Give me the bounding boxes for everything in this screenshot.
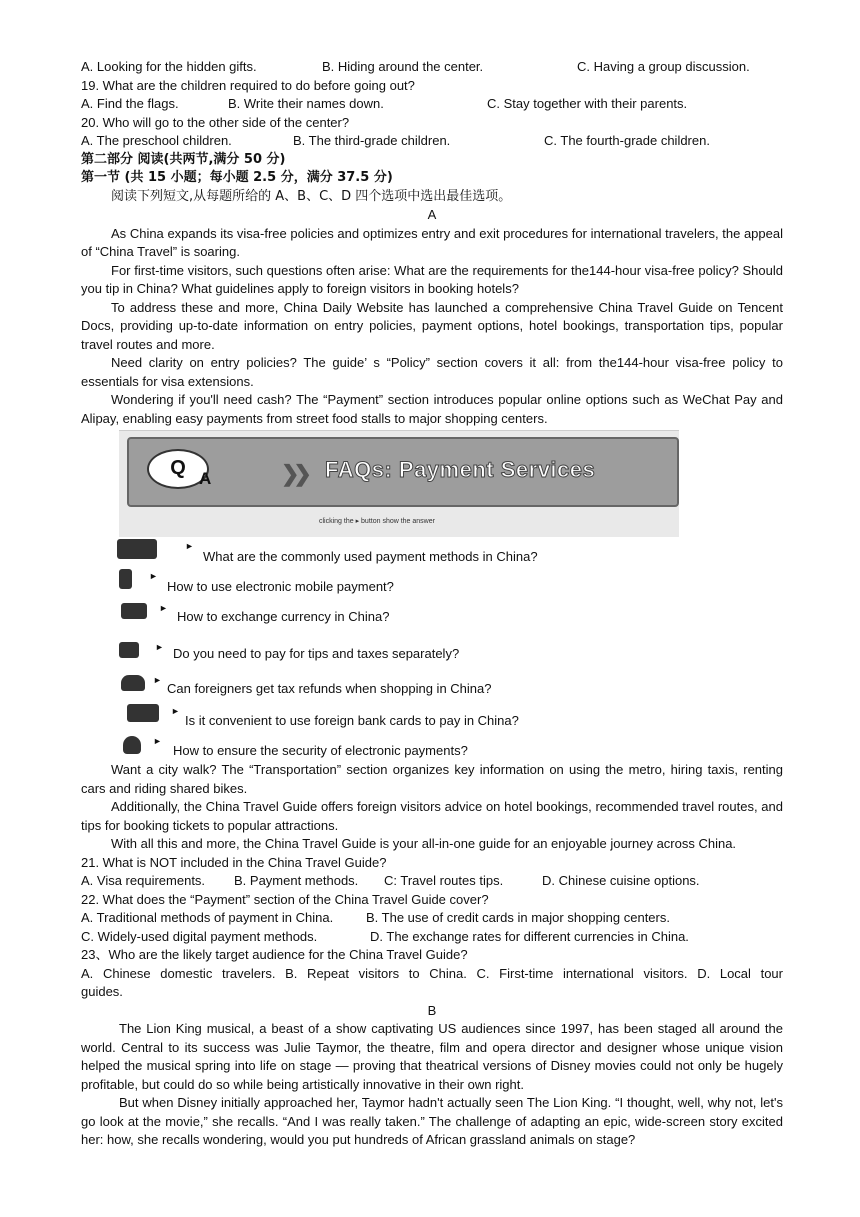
passage-a-body [81,225,783,429]
currency-exchange-icon [121,603,147,619]
q21-options [81,872,783,891]
passage-a-paragraph: Want a city walk? The “Transportation” section organizes key information on using the metro, hiring taxis, renting cars and riding shared bikes. [81,762,783,796]
faq-banner-title: FAQs: Payment Services [325,457,596,482]
faq-question: What are the commonly used payment methods in China? [203,549,538,564]
q20-option-a: A. The preschool children. [81,133,232,148]
faq-item [81,537,783,567]
double-chevron-icon: ❯❯ [281,461,306,486]
q22-options-cd [81,928,783,947]
passage-a-body-continued [81,761,783,854]
q21-stem: 21. What is NOT included in the China Travel Guide? [81,854,387,870]
q22-option-a: A. Traditional methods of payment in China. [81,910,334,925]
cash-icon [117,539,157,559]
q-bubble-icon: Q [147,449,209,489]
q21-option-c: C: Travel routes tips. [384,873,504,888]
passage-a-paragraph: Wondering if you'll need cash? The “Payment” section introduces popular online options such as WeChat Pay and Alipay, enabling easy payments from street food stalls to major shopping centers. [81,392,783,426]
q20-options [81,132,783,151]
faq-item [81,599,783,634]
q19-option-a: A. Find the flags. [81,96,179,111]
q18-option-c: C. Having a group discussion. [577,59,750,74]
passage-a-label: A [427,207,437,222]
q20-option-c: C. The fourth-grade children. [544,133,710,148]
q18-option-b: B. Hiding around the center. [322,59,484,74]
passage-b-label: B [427,1002,437,1018]
faq-banner-image [119,430,679,537]
faq-question: How to use electronic mobile payment? [167,579,394,594]
passage-b-paragraph: The Lion King musical, a beast of a show captivating US audiences since 1997, has been staged all around the world. Central to its success was Julie Taymor, the theatre, film and opera director and designer whose unique vision helped the musical spring into life on stage — proving that theatrical versions of Disney movies could not only be hugely profitable, but could do so while being artistically innovative in their own right. [81,1021,783,1092]
q22-option-d: D. The exchange rates for different currencies in China. [370,928,689,944]
q20-option-b: B. The third-grade children. [293,133,451,148]
faq-item [81,567,783,599]
play-arrow-icon: ► [153,675,162,685]
q21-option-a: A. Visa requirements. [81,873,206,888]
q19-stem: 19. What are the children required to do before going out? [81,77,415,93]
passage-b-body [81,1020,783,1150]
q19-option-b: B. Write their names down. [228,96,384,111]
q20-stem: 20. Who will go to the other side of the center? [81,114,350,130]
q23-options-line: A. Chinese domestic travelers. B. Repeat visitors to China. C. First-time international visitors. D. Local tour [81,965,783,981]
faq-item [81,669,783,702]
faq-question: How to ensure the security of electronic payments? [173,743,468,758]
faq-question: Can foreigners get tax refunds when shopping in China? [167,681,492,696]
passage-a-paragraph: For first-time visitors, such questions often arise: What are the requirements for the144-hour visa-free policy? Should you tip in China? What guidelines apply to foreign visitors in booking hotels? [81,262,783,296]
q21-option-d: D. Chinese cuisine options. [542,873,700,888]
q22-option-b: B. The use of credit cards in major shopping centers. [366,910,670,925]
exam-page [81,58,783,1150]
play-arrow-icon: ► [171,706,180,716]
q22-option-c: C. Widely-used digital payment methods. [81,928,318,944]
reading-instruction: 阅读下列短文,从每题所给的 A、B、C、D 四个选项中选出最佳选项。 [111,188,512,204]
faq-banner-hint: clicking the ▸ button show the answer [319,518,435,525]
passage-a-paragraph: As China expands its visa-free policies and optimizes entry and exit procedures for international travelers, the appeal of “China Travel” is soaring. [81,225,783,259]
q18-options [81,58,783,77]
q18-option-a: A. Looking for the hidden gifts. [81,59,257,74]
q19-options [81,95,783,114]
faq-question: Is it convenient to use foreign bank cards to pay in China? [185,713,519,728]
q21-option-b: B. Payment methods. [234,873,359,888]
q22-options-ab [81,909,783,928]
passage-a-paragraph: Need clarity on entry policies? The guide’ s “Policy” section covers it all: from the144-hour visa-free policy to essentials for visa extensions. [81,355,783,389]
q23-options-wrap: guides. [81,984,123,999]
faq-item [81,702,783,732]
faq-question: How to exchange currency in China? [177,609,390,624]
faq-question: Do you need to pay for tips and taxes separately? [173,646,460,661]
part-two-title: 第二部分 阅读(共两节,满分 50 分) [81,151,286,167]
play-arrow-icon: ► [159,603,168,613]
play-arrow-icon: ► [153,736,162,746]
play-arrow-icon: ► [185,541,194,551]
shopping-bag-icon [121,675,145,691]
a-letter-icon: A [199,469,212,488]
q22-stem: 22. What does the “Payment” section of the China Travel Guide cover? [81,891,489,907]
play-arrow-icon: ► [155,642,164,652]
mobile-phone-icon [119,569,132,589]
section-one-title: 第一节 (共 15 小题；每小题 2.5 分，满分 37.5 分) [81,170,393,185]
passage-b-paragraph: But when Disney initially approached her, Taymor hadn't actually seen The Lion King. “I thought, well, why not, let's go look at the movie,” she recalls. “And I was really taken.” The challenge of adapting an epic, wide-screen story excited her: how, she recalls wondering, would you put hundreds of African grassland animals on stage? [81,1095,783,1147]
money-bag-icon [123,736,141,754]
play-arrow-icon: ► [149,571,158,581]
passage-a-paragraph: With all this and more, the China Travel Guide is your all-in-one guide for an enjoyable journey across China. [111,836,737,851]
bank-card-icon [127,704,159,722]
q19-option-c: C. Stay together with their parents. [487,96,688,111]
tip-jar-icon [119,642,139,658]
faq-banner-frame [127,437,679,507]
faq-item [81,732,783,761]
q23-stem: 23、Who are the likely target audience for the China Travel Guide? [81,947,468,962]
passage-a-paragraph: Additionally, the China Travel Guide offers foreign visitors advice on hotel bookings, recommended travel routes, and tips for booking tickets to popular attractions. [81,799,783,833]
passage-a-paragraph: To address these and more, China Daily Website has launched a comprehensive China Travel Guide on Tencent Docs, providing up-to-date information on entry policies, payment options, hotel bookings, transportation tips, popular travel routes and more. [81,299,783,352]
faq-item [81,634,783,669]
faq-list [81,537,783,761]
